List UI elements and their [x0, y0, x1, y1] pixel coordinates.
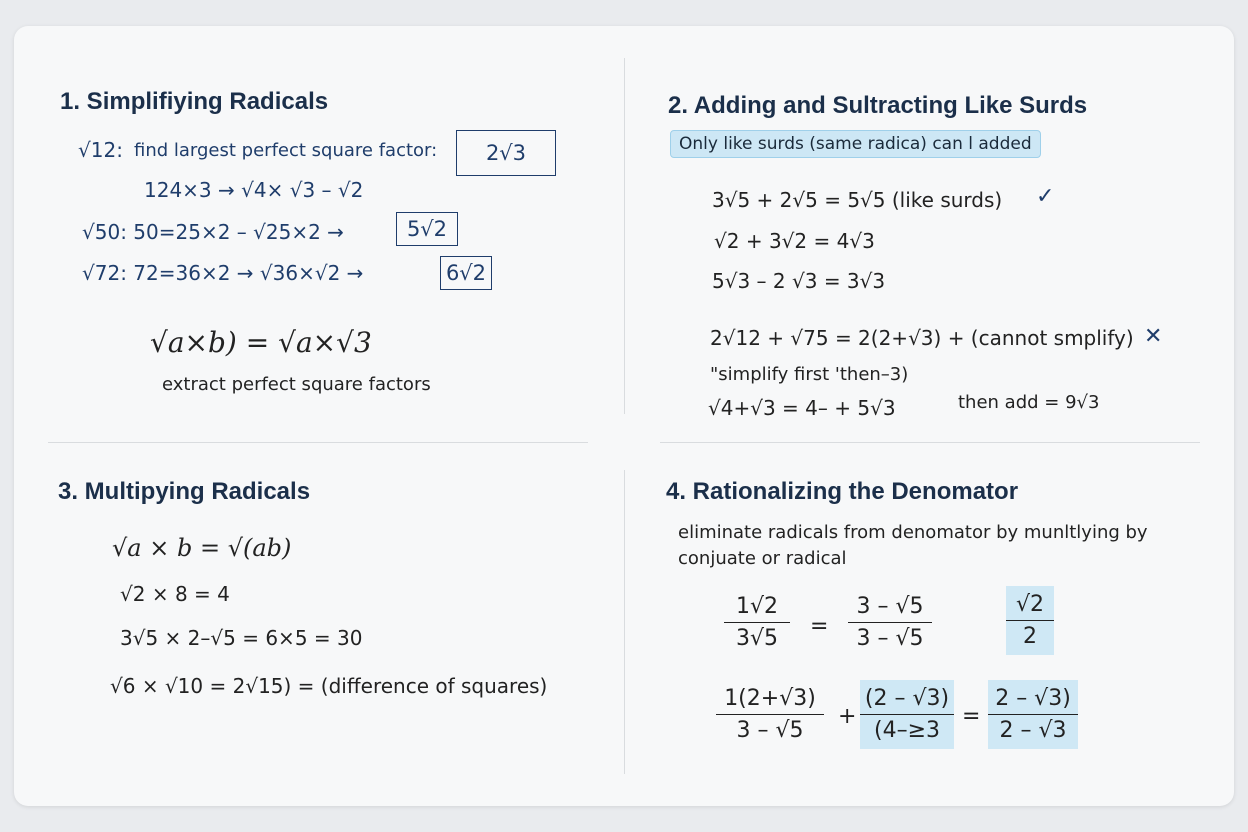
row2-fraction-3-numerator: 2 – √3) [995, 686, 1071, 711]
row1-fraction-2-denominator: 3 – √5 [848, 622, 932, 651]
vertical-divider-bottom [624, 470, 625, 774]
section1-title: 1. Simplifiying Radicals [60, 88, 329, 115]
row1-fraction-1-denominator: 3√5 [724, 622, 790, 651]
section1-caption: extract perfect square factors [162, 374, 431, 395]
row1-equals: = [810, 614, 829, 639]
section2-line4: 2√12 + √75 = 2(2+√3) + (cannot smplify) [710, 326, 1134, 350]
section2-line6: √4+√3 = 4– + 5√3 [708, 396, 896, 420]
row1-fraction-3 [1006, 586, 1054, 655]
row1-fraction-2 [848, 594, 932, 651]
vertical-divider-top [624, 58, 625, 414]
section4-title: 4. Rationalizing the Denomator [666, 478, 1019, 505]
section3-formula: √a × b = √(ab) [112, 534, 292, 562]
section4-desc-line1: eliminate radicals from denomator by munltlying by [678, 522, 1148, 543]
row1-fraction-3-denominator: 2 [1006, 620, 1054, 649]
section1-line4: √72: 72=36×2 → √36×√2 → [82, 261, 364, 285]
row2-fraction-1-numerator: 1(2+√3) [724, 686, 816, 711]
section1-line3: √50: 50=25×2 – √25×2 → [82, 220, 344, 244]
section3-line2: 3√5 × 2–√5 = 6×5 = 30 [120, 626, 363, 650]
section1-answer-box-2: 5√2 [396, 212, 458, 246]
row2-fraction-3 [988, 680, 1078, 749]
section2-line6-tail: then add = 9√3 [958, 392, 1100, 413]
row1-fraction-1-numerator: 1√2 [735, 594, 778, 619]
row2-equals: = [962, 704, 981, 729]
row2-fraction-2 [860, 680, 954, 749]
row1-fraction-2-numerator: 3 – √5 [856, 594, 924, 619]
row1-fraction-1 [724, 594, 790, 651]
row2-fraction-3-denominator: 2 – √3 [988, 714, 1078, 743]
cross-icon: ✕ [1144, 324, 1163, 349]
section2-line2: √2 + 3√2 = 4√3 [714, 229, 875, 253]
horizontal-divider-right [660, 442, 1200, 443]
section1-line1-text: find largest perfect square factor: [134, 140, 438, 161]
row1-fraction-3-numerator: √2 [1015, 592, 1044, 617]
section1-answer-box-3: 6√2 [440, 256, 492, 290]
section1-line1-prefix: √12: [78, 138, 123, 162]
checkmark-icon: ✓ [1036, 184, 1055, 209]
section3-title: 3. Multipying Radicals [58, 478, 311, 505]
horizontal-divider-left [48, 442, 588, 443]
row2-fraction-1-denominator: 3 – √5 [716, 714, 824, 743]
section2-note: Only like surds (same radica) can l added [670, 130, 1041, 158]
section2-title: 2. Adding and Sultracting Like Surds [668, 92, 1088, 119]
section1-answer-box-1: 2√3 [456, 130, 556, 176]
section3-line3: √6 × √10 = 2√15) = (difference of squares) [110, 674, 548, 698]
section4-desc-line2: conjuate or radical [678, 548, 847, 569]
section3-line1: √2 × 8 = 4 [120, 582, 230, 606]
section1-line2: 124×3 → √4× √3 – √2 [144, 178, 364, 202]
section2-line1: 3√5 + 2√5 = 5√5 (like surds) [712, 188, 1003, 212]
row2-fraction-2-denominator: (4–≥3 [860, 714, 954, 743]
row2-plus: + [838, 704, 857, 729]
row2-fraction-1 [716, 686, 824, 743]
section2-line3: 5√3 – 2 √3 = 3√3 [712, 269, 886, 293]
row2-fraction-2-numerator: (2 – √3) [864, 686, 950, 711]
section2-line5: "simplify first 'then–3) [710, 364, 909, 385]
section1-formula: √a×b) = √a×√3 [150, 326, 372, 359]
